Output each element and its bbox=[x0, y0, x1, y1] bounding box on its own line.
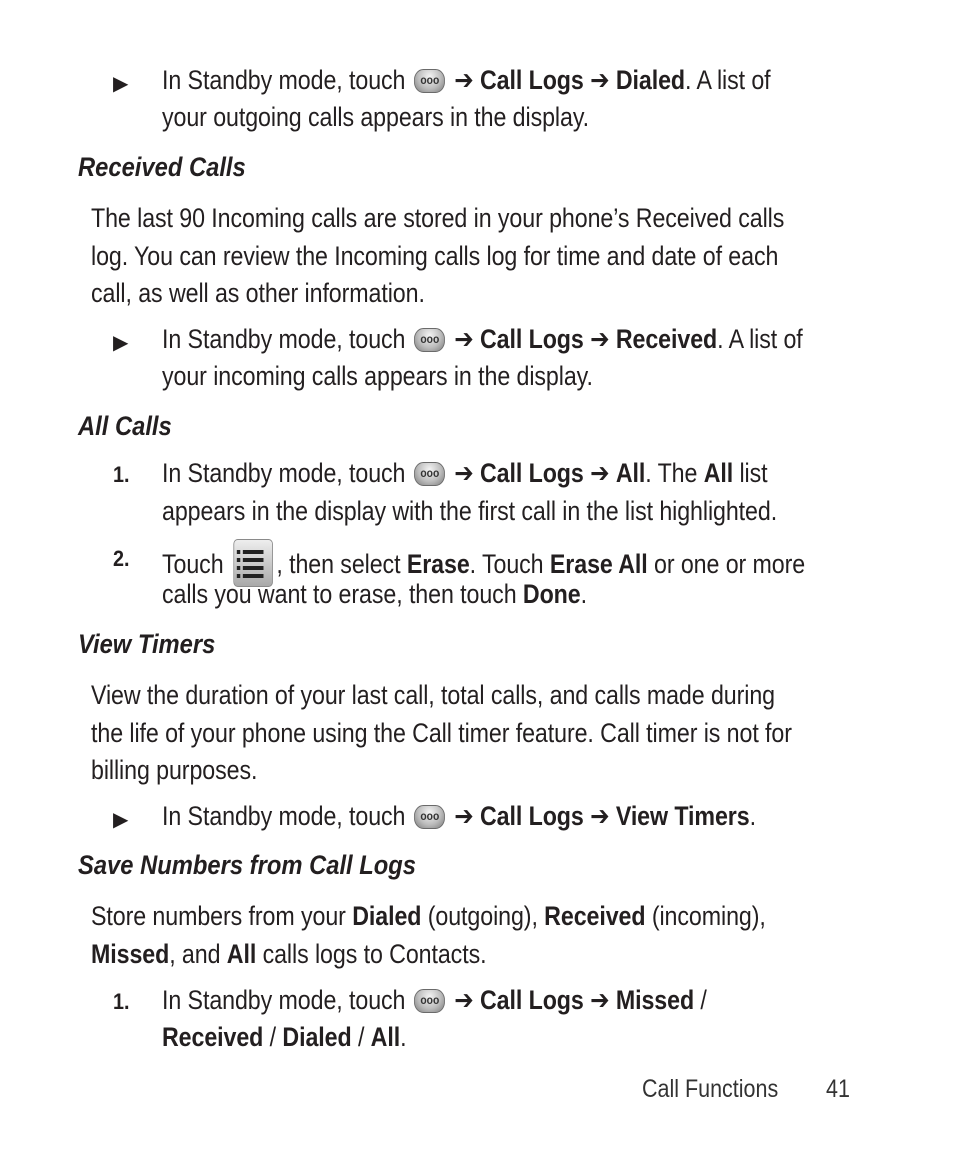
instruction-dialed-line2: your outgoing calls appears in the display. bbox=[162, 102, 590, 132]
instruction-received: In Standby mode, touch ooo ➔ Call Logs ➔ Received. A list of bbox=[162, 321, 803, 357]
save-step1: In Standby mode, touch ooo ➔ Call Logs ➔ Missed / bbox=[162, 982, 707, 1018]
footer-section-title: Call Functions bbox=[642, 1075, 779, 1103]
received-paragraph-line1: The last 90 Incoming calls are stored in your phone’s Received calls bbox=[91, 203, 785, 233]
save-paragraph-line1: Store numbers from your Dialed (outgoing), Received (incoming), bbox=[91, 901, 766, 931]
timers-paragraph-line2: the life of your phone using the Call timer feature. Call timer is not for bbox=[91, 718, 792, 748]
received-paragraph-line2: log. You can review the Incoming calls log for time and date of each bbox=[91, 241, 779, 271]
menu-icon bbox=[414, 989, 445, 1013]
step-number: 1. bbox=[113, 462, 130, 487]
timers-paragraph-line1: View the duration of your last call, total calls, and calls made during bbox=[91, 680, 775, 710]
heading-view-timers: View Timers bbox=[78, 629, 216, 659]
bullet-icon: ▶ bbox=[113, 73, 129, 95]
step-number: 2. bbox=[113, 546, 130, 571]
save-paragraph-line2: Missed, and All calls logs to Contacts. bbox=[91, 939, 487, 969]
save-step1-line2: Received / Dialed / All. bbox=[162, 1022, 407, 1052]
bullet-icon: ▶ bbox=[113, 809, 129, 831]
all-calls-step1: In Standby mode, touch ooo ➔ Call Logs ➔ All. The All list bbox=[162, 455, 768, 491]
instruction-view-timers: In Standby mode, touch ooo ➔ Call Logs ➔ View Timers. bbox=[162, 798, 756, 834]
footer-page-number: 41 bbox=[826, 1075, 850, 1103]
heading-all-calls: All Calls bbox=[78, 411, 172, 441]
step-number: 1. bbox=[113, 989, 130, 1014]
all-calls-step1-line2: appears in the display with the first call in the list highlighted. bbox=[162, 496, 778, 526]
menu-icon bbox=[414, 805, 445, 829]
all-calls-step2-line2: calls you want to erase, then touch Done. bbox=[162, 579, 587, 609]
all-calls-step2: Touch , then select Erase. Touch Erase All or one or more bbox=[162, 539, 805, 587]
menu-icon bbox=[414, 69, 445, 93]
menu-icon bbox=[414, 462, 445, 486]
received-paragraph-line3: call, as well as other information. bbox=[91, 278, 425, 308]
heading-save-numbers: Save Numbers from Call Logs bbox=[78, 850, 417, 880]
heading-received-calls: Received Calls bbox=[78, 152, 246, 182]
menu-icon bbox=[414, 328, 445, 352]
instruction-dialed: In Standby mode, touch ooo ➔ Call Logs ➔ Dialed. A list of bbox=[162, 62, 771, 98]
instruction-received-line2: your incoming calls appears in the display. bbox=[162, 361, 593, 391]
timers-paragraph-line3: billing purposes. bbox=[91, 755, 258, 785]
bullet-icon: ▶ bbox=[113, 332, 129, 354]
